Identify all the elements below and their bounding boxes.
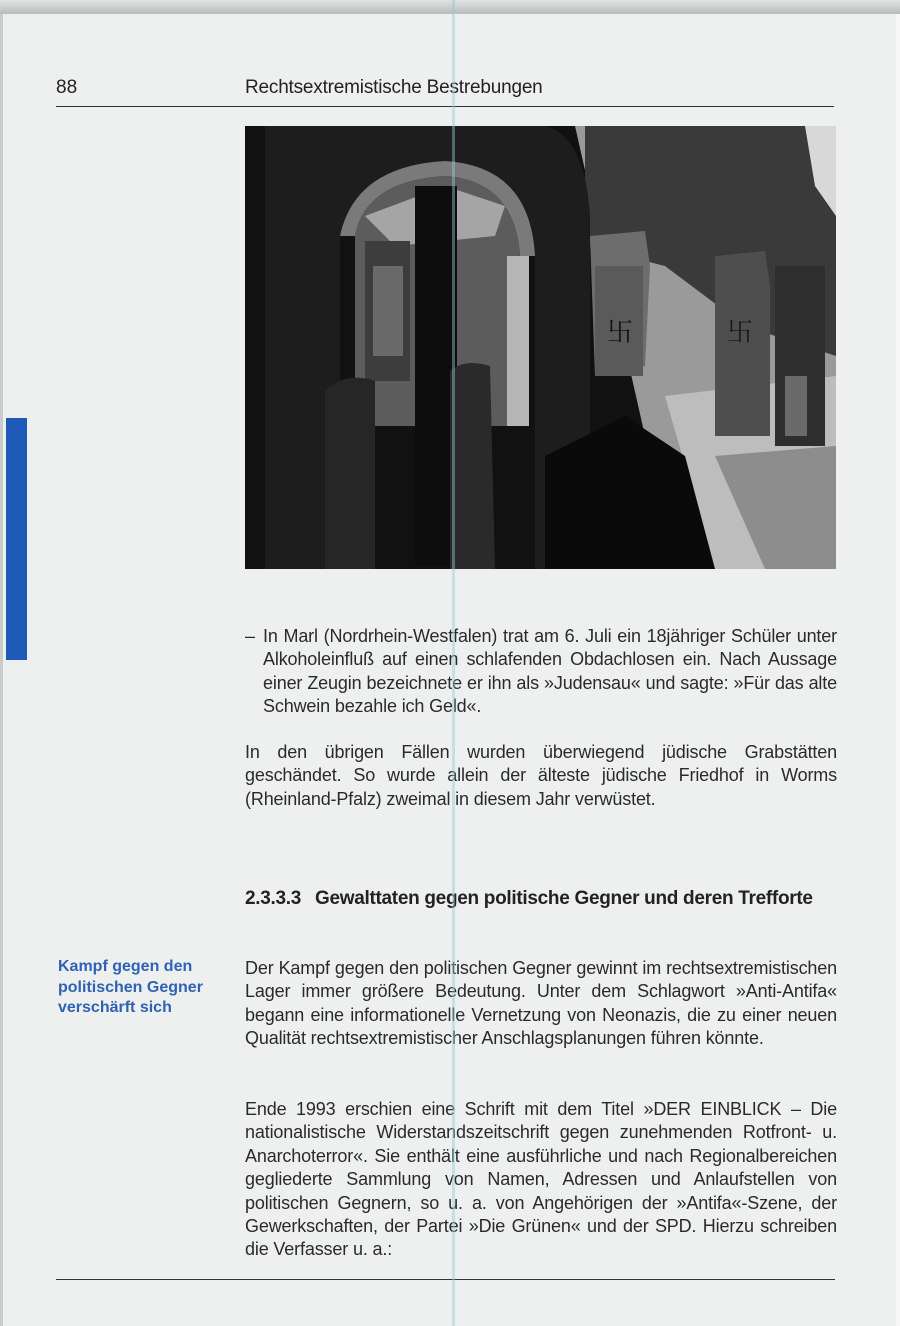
page-number: 88 [56, 77, 78, 98]
scan-top-band [0, 0, 900, 14]
bullet-text: In Marl (Nordrhein-Westfalen) trat am 6. Juli ein 18jähriger Schüler unter Alkoholeinfluß auf einen schlafenden Obdachlosen ein. Nach Aussage einer Zeugin bezeichnete er ihn als »Judensau« und sagte: »Für das alte Schwein bezahle ich Geld«. [263, 626, 837, 717]
section-number: 2.3.3.3 [245, 888, 302, 909]
section-title: Gewalttaten gegen politische Gegner und deren Trefforte [315, 888, 813, 909]
svg-text:卐: 卐 [727, 318, 754, 348]
chapter-margin-tab [6, 418, 27, 660]
bullet-item [245, 625, 837, 719]
svg-text:卐: 卐 [607, 318, 634, 348]
footer-rule [56, 1279, 835, 1280]
scan-fold-line [452, 0, 455, 1326]
scan-right-edge [896, 14, 900, 1326]
margin-sidenote: Kampf gegen den politischen Gegner verschärft sich [58, 958, 203, 1016]
photo-graphic [245, 126, 836, 569]
bullet-dash: – [245, 626, 255, 646]
page-header [56, 74, 834, 107]
paragraph-anti-antifa: Der Kampf gegen den politischen Gegner gewinnt im rechtsextremistischen Lager immer größere Bedeutung. Unter dem Schlagwort »Anti-Antifa« begann eine informationelle Vernetzung von Neonazis, die zu einer neuen Qualität rechtsextremistischer Anschlagsplanungen führen könnte. [245, 958, 837, 1049]
scan-left-edge [0, 14, 3, 1326]
paragraph-graves: In den übrigen Fällen wurden überwiegend jüdische Grabstätten geschändet. So wurde allein der älteste jüdische Friedhof in Worms (Rheinland-Pfalz) zweimal in diesem Jahr verwüstet. [245, 742, 837, 809]
running-title: Rechtsextremistische Bestrebungen [245, 77, 543, 98]
cemetery-photo [245, 126, 836, 569]
section-heading [245, 887, 837, 910]
paragraph-einblick: Ende 1993 erschien eine Schrift mit dem Titel »DER EINBLICK – Die nationalistische Widerstandszeitschrift gegen zunehmenden Rotfront- u. Anarchoterror«. Sie enthält eine ausführliche und nach Regionalbereichen gegliederte Sammlung von Namen, Adressen und Anlaufstellen von politischen Gegnern, so u. a. von Angehörigen der »Antifa«-Szene, der Gewerkschaften, der Partei »Die Grünen« und der SPD. Hierzu schreiben die Verfasser u. a.: [245, 1099, 837, 1260]
